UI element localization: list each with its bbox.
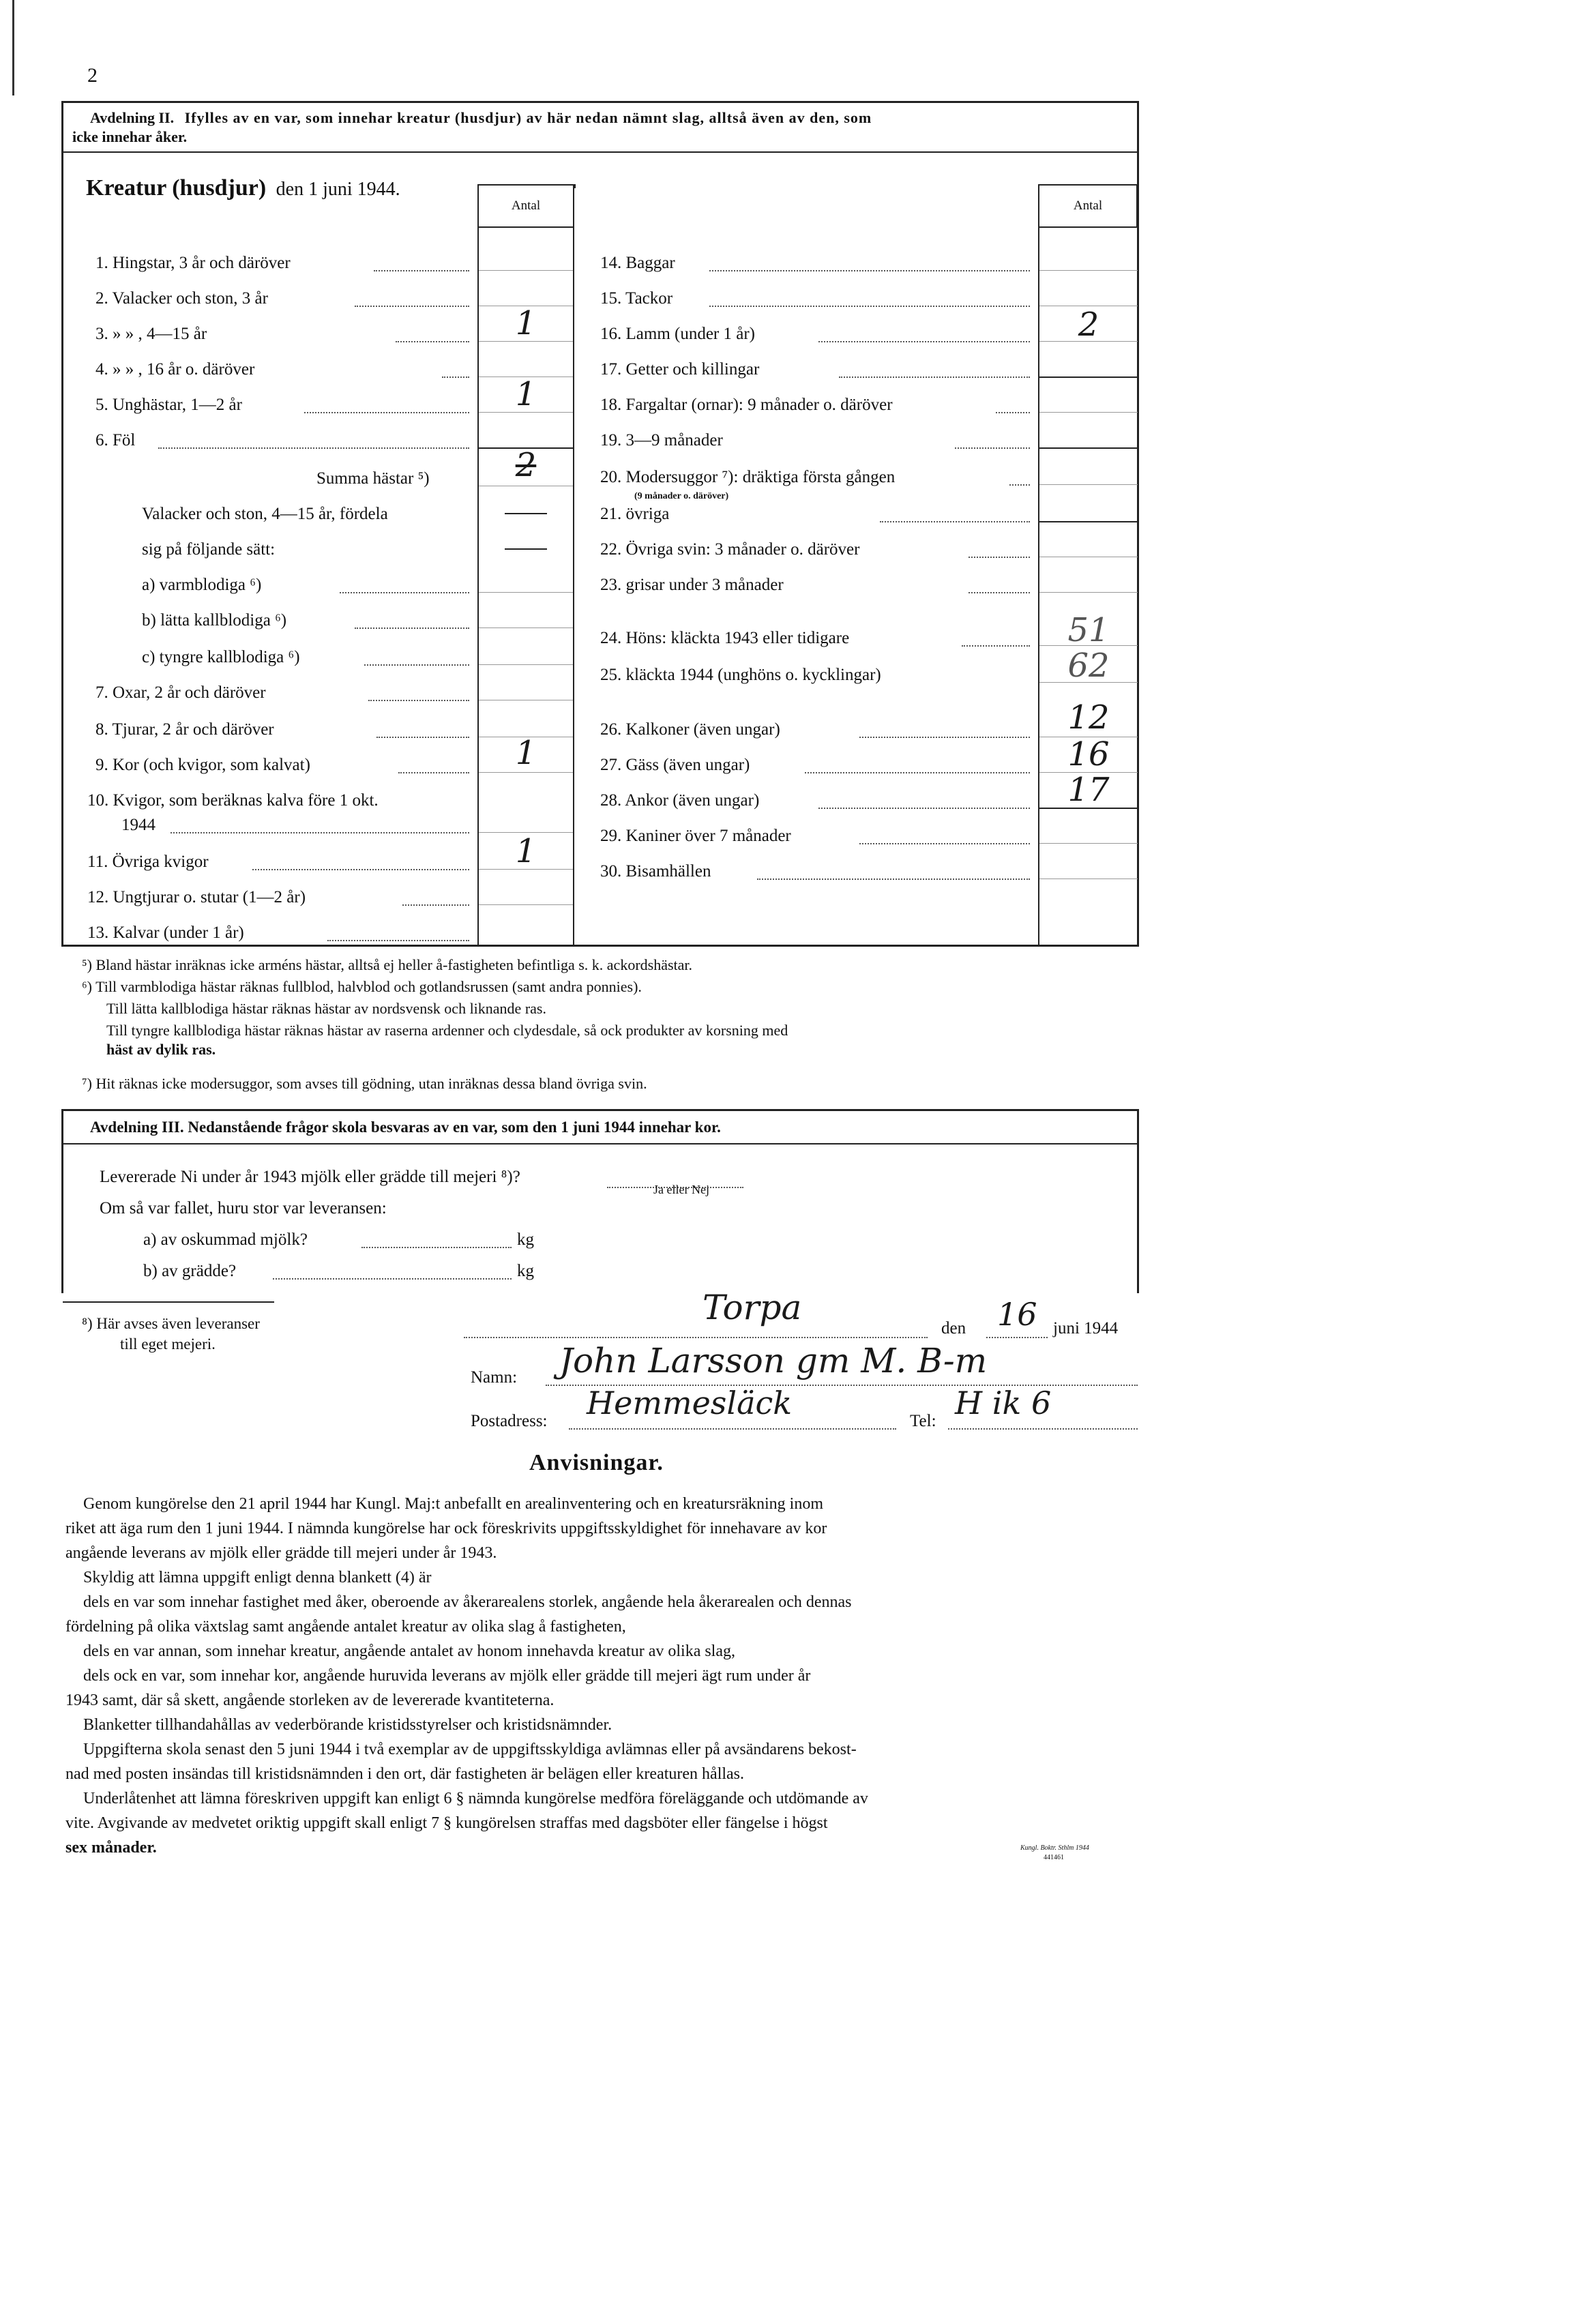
row-12-label: 12. Ungtjurar o. stutar (1—2 år) [87,888,306,906]
row-15-label: 15. Tackor [600,289,673,308]
row-26-label: 26. Kalkoner (även ungar) [600,720,780,739]
row-18-label: 18. Fargaltar (ornar): 9 månader o. däröver [600,396,893,414]
row-11-label: 11. Övriga kvigor [87,853,209,871]
row-25-label: 25. kläckta 1944 (unghöns o. kycklingar) [600,666,881,684]
printer-mark: Kungl. Boktr. Sthlm 1944 [1020,1844,1089,1852]
row-29-label: 29. Kaniner över 7 månader [600,827,791,845]
row-9-label: 9. Kor (och kvigor, som kalvat) [95,756,310,774]
row-19-label: 19. 3—9 månader [600,431,723,449]
instructions-line-13: Underlåtenhet att lämna föreskriven uppgift kan enligt 6 § nämnda kungörelse medföra föreläggande och utdömande av [83,1790,868,1807]
address-label: Postadress: [471,1412,548,1430]
row-28-value: 17 [1067,771,1110,809]
instructions-line-6: fördelning på olika växtslag samt angående antalet kreatur av olika slag å fastigheten, [65,1618,626,1636]
summa-hastar-value: 2 [515,446,537,484]
row-10-label: 10. Kvigor, som beräknas kalva före 1 okt. [87,791,379,810]
instructions-line-11: Uppgifterna skola senast den 5 juni 1944 i två exemplar av de uppgiftsskyldiga avlämnas eller på avsändarens bekost- [83,1741,857,1758]
question-b-unit: kg [517,1262,534,1280]
footnote-6d: häst av dylik ras. [106,1041,216,1058]
footnote-8-line2: till eget mejeri. [120,1335,216,1353]
tel-label: Tel: [910,1412,936,1430]
instructions-line-9: 1943 samt, där så skett, angående storleken av de levererade kvantiteterna. [65,1692,555,1709]
row-20-sublabel: (9 månader o. däröver) [634,491,729,501]
instructions-line-14: vite. Avgivande av medvetet oriktig uppgift skall enligt 7 § kungörelsen straffas med dagsböter eller fängelse i högst [65,1814,828,1832]
section-3-header: Avdelning III. Nedanstående frågor skola besvaras av en var, som den 1 juni 1944 innehar kor. [90,1119,721,1136]
row-6-label: 6. Föl [95,431,136,449]
question-a: a) av oskummad mjölk? [143,1230,308,1249]
row-28-label: 28. Ankor (även ungar) [600,791,760,810]
row-3-label: 3. » » , 4—15 år [95,325,207,343]
row-17-label: 17. Getter och killingar [600,360,760,379]
row-5-label: 5. Unghästar, 1—2 år [95,396,242,414]
row-26-value: 12 [1067,698,1110,737]
row-23-label: 23. grisar under 3 månader [600,576,784,594]
instructions-line-3: angående leverans av mjölk eller grädde till mejeri under år 1943. [65,1544,497,1562]
row-16-label: 16. Lamm (under 1 år) [600,325,756,343]
row-27-label: 27. Gäss (även ungar) [600,756,750,774]
section-2-header: Avdelning II. Ifylles av en var, som innehar kreatur (husdjur) av här nedan nämnt slag, alltså även av den, som [90,109,872,126]
row-b-label: b) lätta kallblodiga ⁶) [142,611,287,630]
section-2-title: Kreatur (husdjur) den 1 juni 1944. [86,175,400,201]
signature-day: 16 [997,1296,1037,1333]
instructions-title: Anvisningar. [529,1450,664,1475]
signature-month-year: juni 1944 [1053,1319,1119,1338]
row-21-label: 21. övriga [600,505,670,523]
footnote-8-line1: ⁸) Här avses även leveranser [82,1315,260,1332]
instructions-line-12: nad med posten insändas till kristidsnämnden i den ort, där fastigheten är belägen eller kreaturen hållas. [65,1765,745,1783]
question-a-unit: kg [517,1230,534,1249]
page-number: 2 [87,64,98,87]
question-b: b) av grädde? [143,1262,237,1280]
footnote-7: ⁷) Hit räknas icke modersuggor, som avses till gödning, utan inräknas dessa bland övriga svin. [82,1075,647,1092]
row-25-value: 62 [1067,647,1110,685]
summa-hastar-label: Summa hästar ⁵) [316,469,430,488]
instructions-line-4: Skyldig att lämna uppgift enligt denna blankett (4) är [83,1569,432,1586]
row-7-label: 7. Oxar, 2 år och däröver [95,683,266,702]
section-2-header-line2: icke innehar åker. [72,128,188,145]
row-5-value: 1 [515,375,537,413]
row-22-label: 22. Övriga svin: 3 månader o. däröver [600,540,860,559]
address-value: Hemmesläck [587,1385,793,1421]
scan-edge-mark [12,0,14,95]
instructions-line-2: riket att äga rum den 1 juni 1944. I nämnda kungörelse har ock föreskrivits uppgiftsskyldighet för innehavare av kor [65,1520,827,1537]
instructions-line-7: dels en var annan, som innehar kreatur, angående antalet av honom innehavda kreatur av olika slag, [83,1642,736,1660]
name-label: Namn: [471,1368,518,1387]
row-8-label: 8. Tjurar, 2 år och däröver [95,720,274,739]
antal-right-header: Antal [1038,184,1138,228]
row-24-label: 24. Höns: kläckta 1943 eller tidigare [600,629,850,647]
question-2: Om så var fallet, huru stor var leveransen: [100,1199,387,1217]
row-3-value: 1 [515,304,537,342]
row-20-label: 20. Modersuggor ⁷): dräktiga första gången [600,468,896,486]
instructions-line-15: sex månader. [65,1839,157,1857]
signature-place: Torpa [703,1288,802,1327]
question-1-hint: Ja eller Nej [653,1183,709,1196]
row-14-label: 14. Baggar [600,254,675,272]
row-30-label: 30. Bisamhällen [600,862,711,881]
row-a-label: a) varmblodiga ⁶) [142,576,262,594]
antal-left-header: Antal [477,184,574,228]
footnote-6a: ⁶) Till varmblodiga hästar räknas fullblod, halvblod och gotlandsrussen (samt andra ponnies). [82,978,642,995]
row-c-label: c) tyngre kallblodiga ⁶) [142,648,300,666]
row-9-value: 1 [515,734,537,772]
row-10-label-cont: 1944 [121,816,156,834]
row-11-value: 1 [515,832,537,870]
instructions-line-5: dels en var som innehar fastighet med åker, oberoende av åkerarealens storlek, angående hela åkerarealen och dennas [83,1593,852,1611]
fordela-label-line1: Valacker och ston, 4—15 år, fördela [142,505,388,523]
question-1: Levererade Ni under år 1943 mjölk eller grädde till mejeri ⁸)? [100,1168,520,1186]
signature-den-label: den [941,1319,966,1338]
printer-number: 441461 [1044,1854,1064,1861]
section-2-box [61,101,1139,947]
tel-value: H ik 6 [955,1385,1052,1421]
footnote-6c: Till tyngre kallblodiga hästar räknas hästar av raserna ardenner och clydesdale, så ock produkter av korsning med [106,1022,788,1039]
row-2-label: 2. Valacker och ston, 3 år [95,289,268,308]
instructions-line-1: Genom kungörelse den 21 april 1944 har Kungl. Maj:t anbefallt en arealinventering och en kreatursräkning inom [83,1495,824,1513]
name-value: John Larsson gm M. B-m [559,1341,988,1380]
row-27-value: 16 [1067,735,1110,773]
instructions-line-10: Blanketter tillhandahållas av vederbörande kristidsstyrelser och kristidsnämnder. [83,1716,612,1734]
row-13-label: 13. Kalvar (under 1 år) [87,924,244,942]
fordela-label-line2: sig på följande sätt: [142,540,276,559]
footnote-6b: Till lätta kallblodiga hästar räknas hästar av nordsvensk och liknande ras. [106,1000,546,1017]
footnote-5: ⁵) Bland hästar inräknas icke arméns hästar, alltså ej heller å-fastigheten befintliga s. k. ackordshästar. [82,956,693,973]
row-16-value: 2 [1078,306,1099,344]
row-1-label: 1. Hingstar, 3 år och däröver [95,254,291,272]
instructions-line-8: dels ock en var, som innehar kor, angående huruvida leverans av mjölk eller grädde till mejeri ägt rum under år [83,1667,811,1685]
row-24-value: 51 [1067,611,1110,649]
row-4-label: 4. » » , 16 år o. däröver [95,360,255,379]
